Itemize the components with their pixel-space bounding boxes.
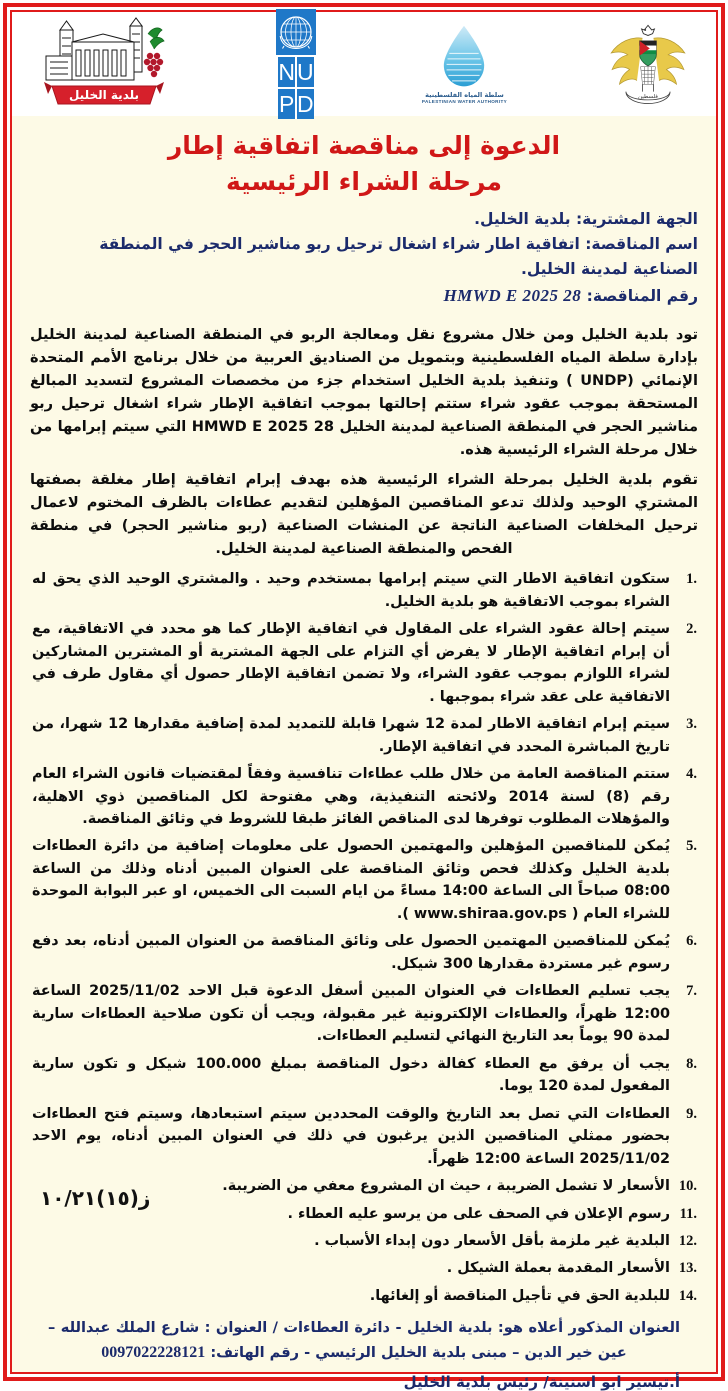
term-item: سيتم إحالة عقود الشراء على المقاول في اتفاقية الإطار كما هو محدد في الاتفاقية، مع أن إبرام اتفاقية الإطار لا يفرض أي التزام على الجهة المشترية أو المشترين المشاركين لشراء اللوازم بموجب عقود الشراء، ولا تضمن اتفاقية الإطار حصول أي مقاول طرف في الاتفاقية على عقد شراء بموجبها . (32, 621, 670, 705)
ibrahimi-mosque-icon (38, 16, 170, 112)
intro-paragraph-1: تود بلدية الخليل ومن خلال مشروع نقل ومعالجة الربو في المنطقة الصناعية لمدينة الخليل بإدارة سلطة المياه الفلسطينية وبتمويل من الصناديق العربية من خلال برنامج الأمم المتحدة الإنمائي (UNDP ) وتنفيذ بلدية الخليل استخدام جزء من مخصصات المشروع لتسديد المبالغ المستحقة بموجب عقود شراء ستتم إحالتها بموجب اتفاقية الإطار شراء اشغال ترحيل ربو مناشير الحجر في المنطقة الصناعية لمدينة الخليل HMWD E 2025 28 التي سيتم إبرامها من خلال مرحلة الشراء الرئيسية هذه. (30, 325, 698, 459)
logo-header-strip (12, 12, 716, 116)
term-item: ستكون اتفاقية الاطار التي سيتم إبرامها بمستخدم وحيد . والمشتري الوحيد الذي يحق له الشراء بموجب الاتفاقية هو بلدية الخليل. (32, 571, 670, 610)
phone-number: 0097022228121 (101, 1343, 206, 1361)
un-emblem-icon (276, 9, 316, 55)
document-title (12, 116, 716, 203)
tender-name-line (30, 232, 698, 282)
pwa-label-english: PALESTINIAN WATER AUTHORITY (421, 99, 508, 104)
undp-logo (265, 9, 327, 119)
pwa-label-arabic: سلطة المياه الفلسطينية (425, 91, 504, 99)
undp-letter-u: U (296, 59, 314, 85)
term-item: يُمكن للمناقصين المهتمين الحصول على وثائق المناقصة من العنوان المبين أدناه، بعد دفع رسوم غير مستردة مقدارها 300 شيكل. (32, 933, 670, 972)
term-item: البلدية غير ملزمة بأقل الأسعار دون إبداء الأسباب . (314, 1232, 670, 1249)
tender-name-label: اسم المناقصة: (585, 235, 698, 254)
title-line-1: الدعوة إلى مناقصة اتفاقية إطار (167, 131, 561, 160)
address-footer (30, 1312, 698, 1365)
term-item: الأسعار المقدمة بعملة الشيكل . (446, 1260, 670, 1277)
term-item: سيتم إبرام اتفاقية الاطار لمدة 12 شهرا قابلة للتمديد لمدة إضافية مقدارها 12 شهرا، من تاريخ المباشرة المحدد في اتفاقية الإطار. (32, 716, 671, 755)
term-item: ستتم المناقصة العامة من خلال طلب عطاءات تنافسية وفقاً لمقتضيات قانون الشراء العام رقم (8) لسنة 2014 ولائحته التنفيذية، وهي مفتوحة لكل المناقصين ذوي الاهلية، والمؤهلات المطلوب توفرها لدى المناقص الفائز طبقا للشروط في وثائق المناقصة. (32, 766, 670, 828)
signature-line: أ.تيسير ابو اسنينة/ رئيس بلدية الخليل (403, 1373, 680, 1391)
reference-mark: ز(١٥)١٠/٢١ (40, 1186, 151, 1210)
tender-number-line (30, 282, 698, 310)
intro-paragraph-2: تقوم بلدية الخليل بمرحلة الشراء الرئيسية هذه بهدف إبرام اتفاقية إطار مغلقة بصفتها المشتري الوحيد ولذلك تدعو المناقصين المؤهلين لتقديم عطاءات بالظرف المختوم لاعمال ترحيل المخلفات الصناعية الناتجة عن المنشات الصناعية (ربو مناشير الحجر) في منطقة الفحص والمنطقة الصناعية لمدينة الخليل. (30, 471, 698, 558)
term-item: العطاءات التي تصل بعد التاريخ والوقت المحددين سيتم استبعادها، وسيتم فتح العطاءات بحضور ممثلي المناقصين الذين يرغبون في ذلك في العنوان المبين أدناه، يوم الاحد 2025/11/02 الساعة 12:00 ظهراً. (32, 1105, 670, 1167)
eagle-emblem-icon (602, 18, 694, 110)
term-item: يُمكن للمناقصين المؤهلين والمهتمين الحصول على معلومات إضافية من دائرة العطاءات بلدية الخليل وكذلك فحص وثائق المناقصة على العنوان المبين أدناه وذلك من الساعة 08:00 صباحاً الى الساعة 14:00 مساءً من ايام السبت الى الخميس، او عبر البوابة الموحدة للشراء العام ( www.shiraa.gov.ps ). (32, 838, 670, 922)
document-body (12, 310, 716, 1391)
tender-meta-block (12, 203, 716, 310)
tender-name-value: اتفاقية اطار شراء اشغال ترحيل ربو مناشير الحجر في المنطقة الصناعية لمدينة الخليل. (99, 235, 698, 279)
svg-text:فلسطين: فلسطين (638, 94, 658, 101)
term-item: يجب أن يرفق مع العطاء كفالة دخول المناقصة بمبلغ 100.000 شيكل و تكون سارية المفعول لمدة 120 يوما. (32, 1055, 670, 1095)
buyer-label: الجهة المشترية: (575, 210, 698, 228)
svg-text:بلدية الخليل: بلدية الخليل (68, 88, 140, 102)
buyer-value: بلدية الخليل. (474, 210, 571, 228)
address-text: العنوان المذكور أعلاه هو: بلدية الخليل - دائرة العطاءات / العنوان : شارع الملك عبدالله – عين خير الدين – مبنى بلدية الخليل الرئيسي - رقم الهاتف: (48, 1319, 680, 1361)
undp-letter-grid (278, 57, 313, 119)
palestinian-water-authority-logo (422, 24, 507, 104)
term-item: الأسعار لا تشمل الضريبة ، حيث ان المشروع معفي من الضريبة. (222, 1178, 670, 1195)
title-line-2: مرحلة الشراء الرئيسية (225, 166, 503, 196)
water-drop-icon (436, 24, 492, 90)
undp-letter-n: N (278, 59, 295, 85)
tender-number-value: HMWD E 2025 28 (443, 286, 582, 306)
undp-letter-d: D (296, 91, 314, 117)
buyer-line (30, 207, 698, 232)
palestine-state-emblem-logo (602, 18, 694, 110)
document-content (12, 12, 716, 1391)
term-item: رسوم الإعلان في الصحف على من يرسو عليه العطاء . (287, 1205, 670, 1222)
undp-letter-p: P (278, 91, 295, 117)
tender-number-label: رقم المناقصة: (586, 287, 698, 306)
term-item: يجب تسليم العطاءات في العنوان المبين أسفل الدعوة قبل الاحد 2025/11/02 الساعة 12:00 ظهراً، والعطاءات الإلكترونية غير مقبولة، ويجب أن تكون صلاحية العطاءات سارية لمدة 90 يوماً بعد التاريخ النهائي لتسليم العطاءات. (32, 983, 670, 1045)
hebron-municipality-logo (38, 16, 170, 112)
term-item: للبلدية الحق في تأجيل المناقصة أو إلغائها. (369, 1287, 670, 1304)
